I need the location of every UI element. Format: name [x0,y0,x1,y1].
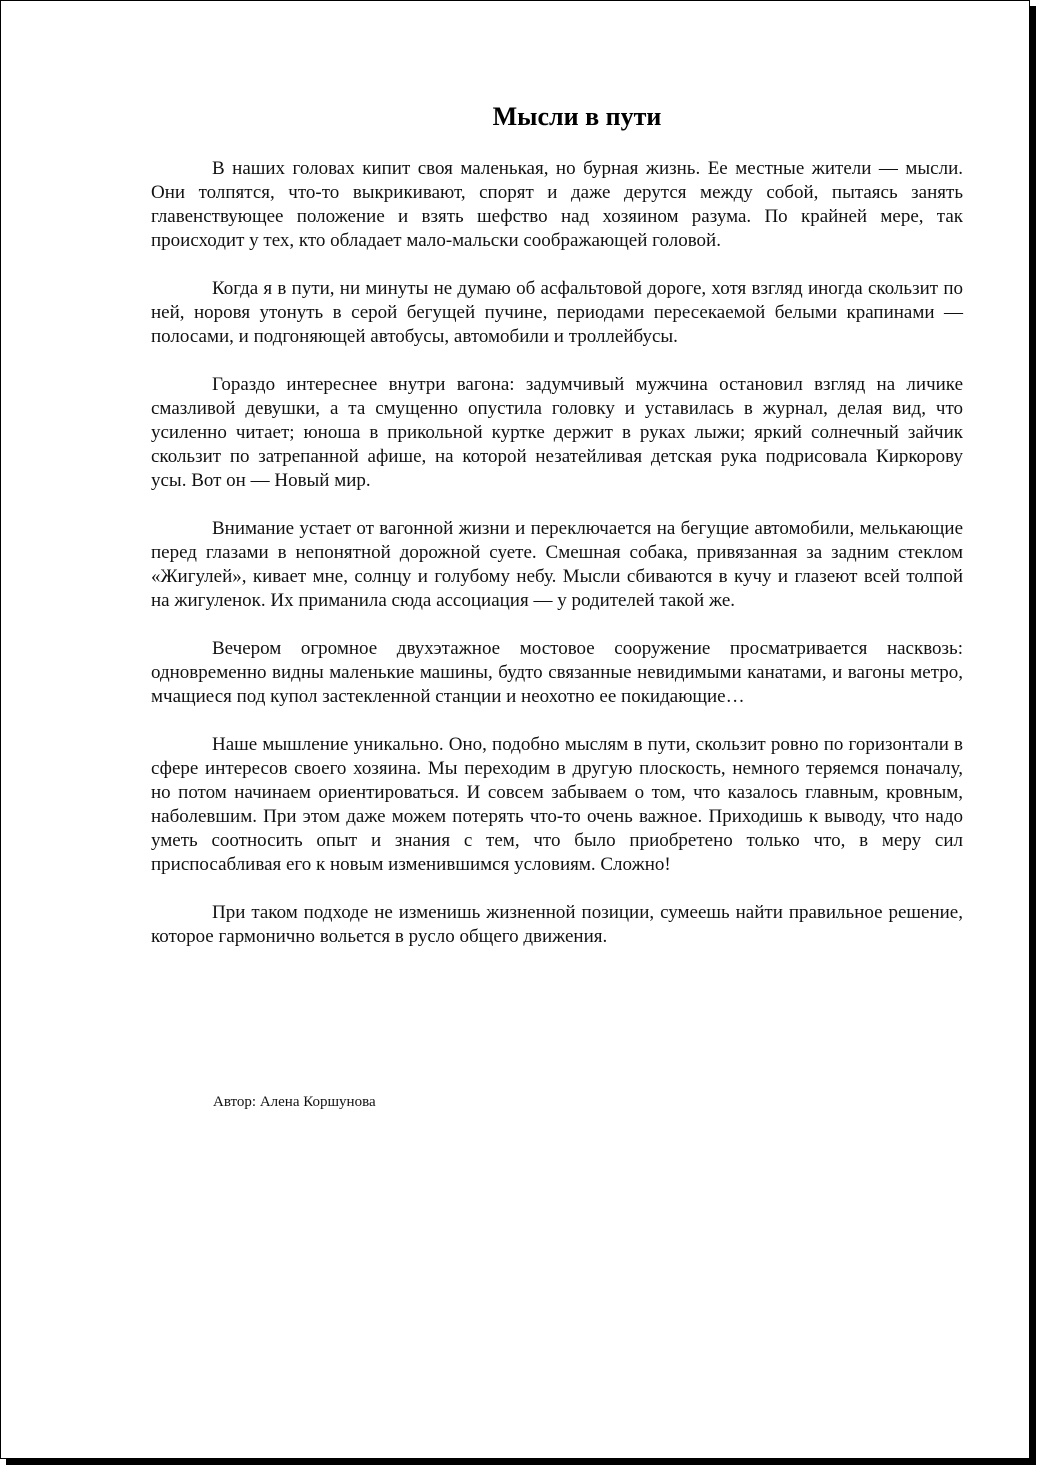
author-credit: Автор: Алена Коршунова [213,1094,376,1110]
paragraph: В наших головах кипит своя маленькая, но бурная жизнь. Ее местные жители — мысли. Они толпятся, что-то выкрикивают, спорят и даже дерутся между собой, пытаясь занять главенствующее положение и взять шефство над хозяином разума. По крайней мере, так происходит у тех, кто обладает мало-мальски соображающей головой. [151,158,963,251]
paragraph: Когда я в пути, ни минуты не думаю об асфальтовой дороге, хотя взгляд иногда скользит по ней, норовя утонуть в серой бегущей пучине, периодами пересекаемой белыми крапинами — полосами, и подгоняющей автобусы, автомобили и троллейбусы. [151,278,963,347]
document-body [151,157,963,973]
paragraph: Гораздо интереснее внутри вагона: задумчивый мужчина остановил взгляд на личике смазливой девушки, а та смущенно опустила головку и уставилась в журнал, делая вид, что усиленно читает; юноша в прикольной куртке держит в руках лыжи; яркий солнечный зайчик скользит по затрепанной афише, на которой незатейливая детская рука подрисовала Киркорову усы. Вот он — Новый мир. [151,374,963,491]
paragraph: Наше мышление уникально. Оно, подобно мыслям в пути, скользит ровно по горизонтали в сфере интересов своего хозяина. Мы переходим в другую плоскость, немного теряемся поначалу, но потом начинаем ориентироваться. И совсем забываем о том, что казалось главным, кровным, наболевшим. При этом даже можем потерять что-то очень важное. Приходишь к выводу, что надо уметь соотносить опыт и знания с тем, что было приобретено только что, в меру сил приспосабливая его к новым изменившимся условиям. Сложно! [151,734,963,875]
paragraph: Вечером огромное двухэтажное мостовое сооружение просматривается насквозь: одновременно видны маленькие машины, будто связанные невидимыми канатами, и вагоны метро, мчащиеся под купол застекленной станции и неохотно ее покидающие… [151,638,963,707]
paragraph: Внимание устает от вагонной жизни и переключается на бегущие автомобили, мелькающие перед глазами в непонятной дорожной суете. Смешная собака, привязанная за задним стеклом «Жигулей», кивает мне, солнцу и голубому небу. Мысли сбиваются в кучу и глазеют всей толпой на жигуленок. Их приманила сюда ассоциация — у родителей такой же. [151,518,963,611]
paragraph: При таком подходе не изменишь жизненной позиции, сумеешь найти правильное решение, которое гармонично вольется в русло общего движения. [151,902,963,947]
document-title: Мысли в пути [492,102,662,131]
